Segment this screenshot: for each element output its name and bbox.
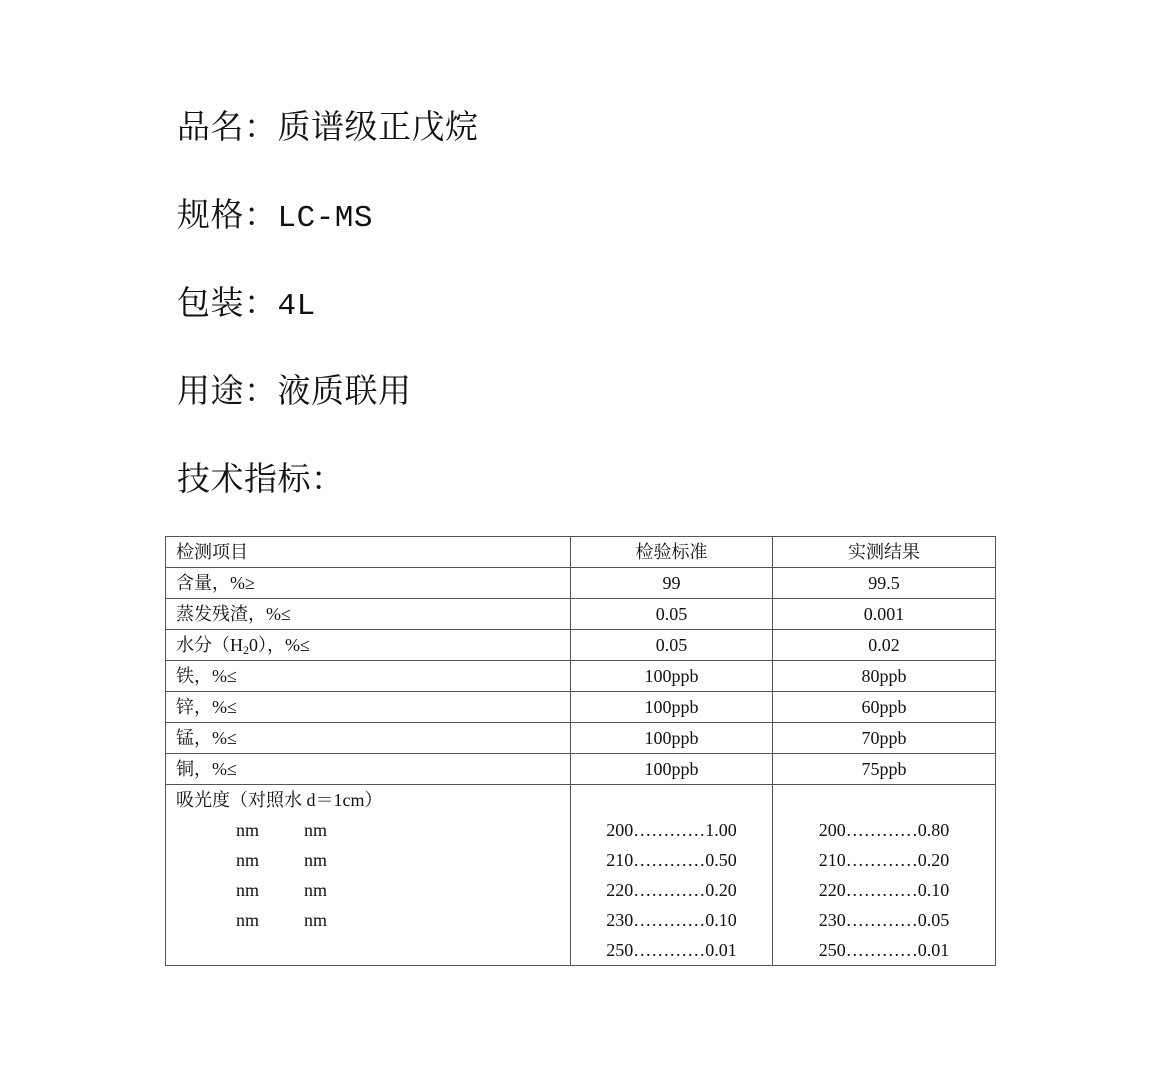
tech-spec-heading xyxy=(177,459,345,499)
specification-value: LC-MS xyxy=(277,201,374,236)
product-name-value: 质谱级正戊烷 xyxy=(277,107,479,146)
absorbance-standard-line: 220…………0.20 xyxy=(606,880,737,900)
packaging-line xyxy=(177,283,316,327)
row-item: 铜，%≤ xyxy=(166,754,571,785)
row-result: 99.5 xyxy=(773,568,996,599)
nm-row xyxy=(176,815,560,845)
usage-value: 液质联用 xyxy=(277,371,412,410)
row-result: 0.02 xyxy=(773,630,996,661)
row-item: 含量，%≥ xyxy=(166,568,571,599)
absorbance-standard-line: 230…………0.10 xyxy=(606,910,737,930)
absorbance-result-line: 230…………0.05 xyxy=(818,910,950,930)
row-item: 锌，%≤ xyxy=(166,692,571,723)
absorbance-result xyxy=(773,785,996,966)
usage-label: 用途： xyxy=(177,371,278,410)
row-result: 0.001 xyxy=(773,599,996,630)
specification-label: 规格： xyxy=(177,195,278,234)
row-standard: 100ppb xyxy=(571,661,773,692)
row-item: 蒸发残渣，%≤ xyxy=(166,599,571,630)
row-result: 80ppb xyxy=(773,661,996,692)
row-item-sub: 2 xyxy=(243,643,249,657)
usage-line xyxy=(177,371,412,411)
row-standard: 99 xyxy=(571,568,773,599)
row-item-post: 0），%≤ xyxy=(249,635,310,655)
row-standard: 100ppb xyxy=(571,692,773,723)
nm-row xyxy=(176,905,560,935)
absorbance-standard-line: 210…………0.50 xyxy=(606,850,737,870)
absorbance-result-line: 210…………0.20 xyxy=(818,850,950,870)
header-standard: 检验标准 xyxy=(571,537,773,568)
row-item: 铁，%≤ xyxy=(166,661,571,692)
absorbance-item xyxy=(166,785,571,966)
table-row xyxy=(166,692,996,723)
nm-unit: nm xyxy=(304,850,328,870)
table-row xyxy=(166,723,996,754)
table-row xyxy=(166,661,996,692)
row-result: 70ppb xyxy=(773,723,996,754)
nm-unit: nm xyxy=(304,880,328,900)
absorbance-result-line: 220…………0.10 xyxy=(818,880,950,900)
row-standard: 100ppb xyxy=(571,723,773,754)
tech-spec-heading-text: 技术指标： xyxy=(177,459,345,498)
header-result: 实测结果 xyxy=(773,537,996,568)
absorbance-standard-line: 250…………0.01 xyxy=(606,940,737,960)
row-standard: 100ppb xyxy=(571,754,773,785)
table-row xyxy=(166,754,996,785)
absorbance-standard xyxy=(571,785,773,966)
nm-unit: nm xyxy=(236,910,260,930)
product-name-label: 品名： xyxy=(177,107,278,146)
table-row xyxy=(166,630,996,661)
row-result: 60ppb xyxy=(773,692,996,723)
specification-line xyxy=(177,195,373,239)
absorbance-title: 吸光度（对照水 d＝1cm） xyxy=(176,790,383,810)
absorbance-result-line: 200…………0.80 xyxy=(818,820,950,840)
table-header-row xyxy=(166,537,996,568)
nm-unit: nm xyxy=(236,850,260,870)
nm-row xyxy=(176,845,560,875)
row-item: 锰，%≤ xyxy=(166,723,571,754)
packaging-label: 包装： xyxy=(177,283,278,322)
row-standard: 0.05 xyxy=(571,630,773,661)
nm-unit: nm xyxy=(304,820,328,840)
product-name-line xyxy=(177,107,479,147)
absorbance-result-line: 250…………0.01 xyxy=(818,940,950,960)
nm-unit: nm xyxy=(304,910,328,930)
row-result: 75ppb xyxy=(773,754,996,785)
header-item: 检测项目 xyxy=(166,537,571,568)
absorbance-standard-line: 200…………1.00 xyxy=(606,820,737,840)
nm-unit: nm xyxy=(236,820,260,840)
nm-unit: nm xyxy=(236,880,260,900)
packaging-value: 4L xyxy=(277,289,316,324)
row-item-pre: 水分（H xyxy=(176,635,243,655)
spec-table xyxy=(165,536,996,966)
row-item xyxy=(166,630,571,661)
absorbance-row xyxy=(166,785,996,966)
row-standard: 0.05 xyxy=(571,599,773,630)
table-row xyxy=(166,568,996,599)
nm-row xyxy=(176,875,560,905)
table-row xyxy=(166,599,996,630)
